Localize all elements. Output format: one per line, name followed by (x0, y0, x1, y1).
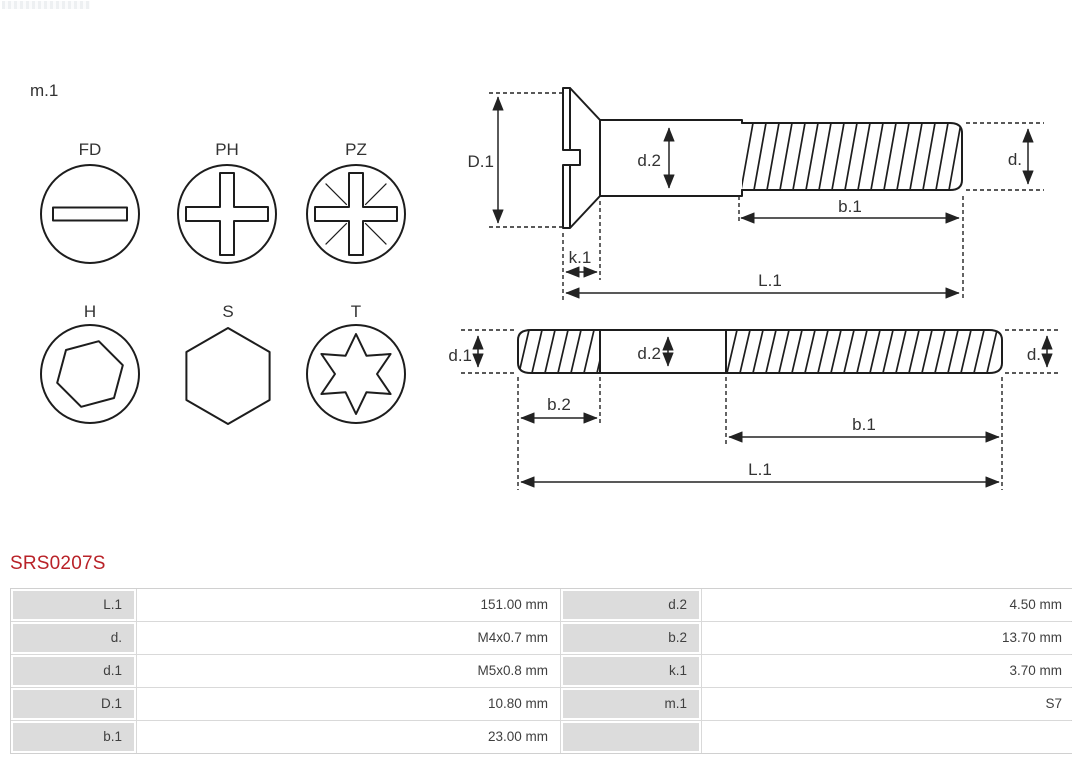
stud-dimensions (448, 330, 1060, 490)
spec-value: 23.00 mm (137, 721, 560, 753)
spec-value: M5x0.8 mm (137, 655, 560, 687)
dim-label-D1: D.1 (467, 152, 494, 171)
slot-glyph (53, 208, 127, 221)
spec-label: k.1 (561, 655, 701, 687)
spec-value: M4x0.7 mm (137, 622, 560, 654)
spec-label (561, 721, 701, 753)
drive-type-pz-label: PZ (345, 140, 367, 159)
spec-label: d.1 (11, 655, 136, 687)
dim-label-d2: d.2 (637, 151, 661, 170)
spec-label: b.2 (561, 622, 701, 654)
thread-hatching (741, 123, 974, 190)
dim-label-d: d. (1026, 345, 1041, 364)
spec-label: d. (11, 622, 136, 654)
drive-type-pz-icon (307, 140, 405, 263)
drive-type-t-label: T (350, 302, 362, 321)
stud-outline (518, 330, 1010, 373)
spec-value: 151.00 mm (137, 589, 560, 621)
pozidriv-tick-lines (326, 184, 387, 245)
drive-type-h-icon (41, 302, 139, 423)
hex-head-glyph (186, 328, 269, 424)
spec-label: D.1 (11, 688, 136, 720)
dim-label-b1: b.1 (852, 415, 876, 434)
dim-label-L1: L.1 (758, 271, 782, 290)
dim-label-k1: k.1 (568, 248, 592, 267)
drive-type-t-icon (307, 302, 405, 423)
drive-type-s-label: S (222, 302, 234, 321)
spec-value: 10.80 mm (137, 688, 560, 720)
phillips-cross-glyph (186, 173, 268, 255)
screw-outline (563, 88, 974, 228)
thread-hatching-right (727, 330, 1010, 373)
drive-type-ph-label: PH (215, 140, 239, 159)
hex-socket-glyph (57, 341, 123, 407)
dim-label-d1: d.1 (448, 346, 472, 365)
drive-type-fd-icon (41, 140, 139, 263)
stud-side-view (448, 330, 1060, 490)
spec-table (10, 588, 1072, 754)
part-number: SRS0207S (10, 553, 106, 574)
spec-label: L.1 (11, 589, 136, 621)
drive-types-grid (41, 140, 405, 424)
drive-type-ph-icon (178, 140, 276, 263)
countersunk-screw-side-view (468, 88, 1044, 300)
thread-hatching-left (519, 330, 607, 373)
spec-value: 3.70 mm (702, 655, 1074, 687)
drive-type-h-label: H (83, 302, 97, 321)
torx-star-glyph (321, 334, 390, 414)
spec-value: 4.50 mm (702, 589, 1074, 621)
spec-label: d.2 (561, 589, 701, 621)
head-marking-label: m.1 (30, 81, 59, 100)
spec-value: 13.70 mm (702, 622, 1074, 654)
dim-label-d: d. (1007, 150, 1022, 169)
dim-label-b2: b.2 (547, 395, 571, 414)
spec-value (702, 721, 1074, 753)
spec-label: m.1 (561, 688, 701, 720)
dim-label-b1: b.1 (838, 197, 862, 216)
dim-label-L1: L.1 (748, 460, 772, 479)
spec-value: S7 (702, 688, 1074, 720)
spec-label: b.1 (11, 721, 136, 753)
drive-type-s-icon (186, 302, 269, 424)
dim-label-d2: d.2 (637, 344, 661, 363)
drive-type-fd-label: FD (78, 140, 102, 159)
